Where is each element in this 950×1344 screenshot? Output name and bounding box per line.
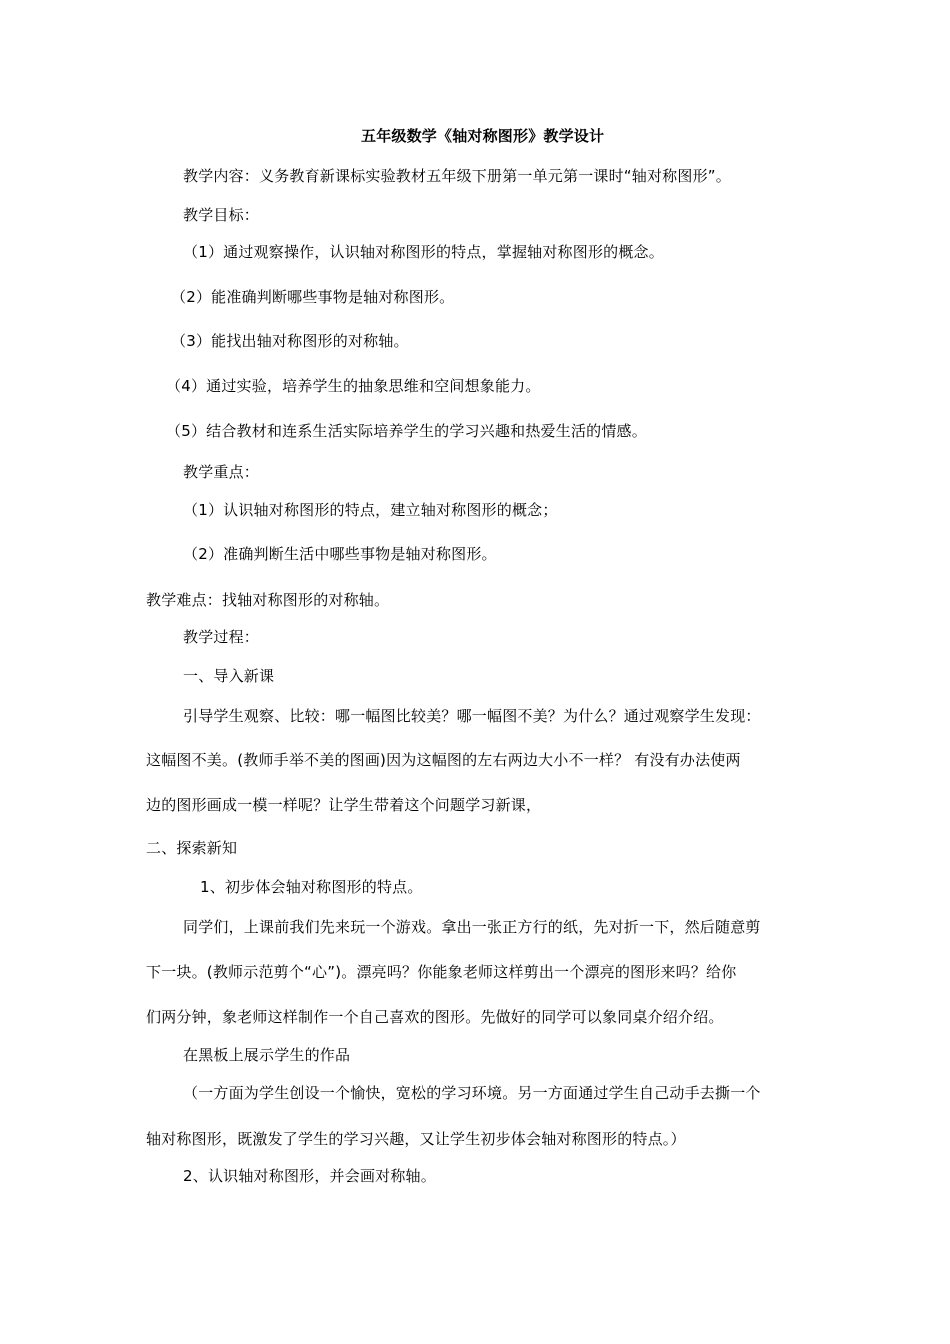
objective-item: （5）结合教材和连系生活实际培养学生的学习兴趣和热爱生活的情感。: [166, 422, 647, 440]
section1-heading: 一、导入新课: [183, 667, 275, 685]
subsection2-heading: 2、认识轴对称图形，并会画对称轴。: [183, 1167, 436, 1185]
teaching-content: 教学内容：义务教育新课标实验教材五年级下册第一单元第一课时“轴对称图形”。: [183, 167, 731, 185]
key-points-heading: 教学重点：: [183, 463, 260, 481]
subsection1-paragraph-line: 同学们，上课前我们先来玩一个游戏。拿出一张正方行的纸，先对折一下，然后随意剪: [183, 918, 761, 936]
subsection1-paragraph-line: 下一块。(教师示范剪个“心”)。漂亮吗？你能象老师这样剪出一个漂亮的图形来吗？给你: [146, 963, 737, 981]
section2-heading: 二、探索新知: [146, 839, 238, 857]
key-point-item: （1）认识轴对称图形的特点，建立轴对称图形的概念；: [183, 501, 558, 519]
subsection1-heading: 1、初步体会轴对称图形的特点。: [200, 878, 423, 896]
objective-item: （2）能准确判断哪些事物是轴对称图形。: [171, 288, 455, 306]
note-paragraph-line: 轴对称图形，既激发了学生的学习兴趣，又让学生初步体会轴对称图形的特点。）: [146, 1130, 686, 1148]
objectives-heading: 教学目标：: [183, 206, 260, 224]
blackboard-line: 在黑板上展示学生的作品: [183, 1046, 351, 1064]
note-paragraph-line: （一方面为学生创设一个愉快，宽松的学习环境。另一方面通过学生自己动手去撕一个: [183, 1084, 761, 1102]
objective-item: （1）通过观察操作，认识轴对称图形的特点，掌握轴对称图形的概念。: [183, 243, 664, 261]
process-heading: 教学过程：: [183, 628, 260, 646]
objective-item: （3）能找出轴对称图形的对称轴。: [171, 332, 409, 350]
objective-item: （4）通过实验，培养学生的抽象思维和空间想象能力。: [166, 377, 541, 395]
section1-paragraph-line: 边的图形画成一模一样呢？让学生带着这个问题学习新课，: [146, 796, 542, 814]
section1-paragraph-line: 这幅图不美。(教师手举不美的图画)因为这幅图的左右两边大小不一样？ 有没有办法使两: [146, 751, 741, 769]
teaching-difficulty: 教学难点：找轴对称图形的对称轴。: [146, 591, 390, 609]
document-title: 五年级数学《轴对称图形》教学设计: [361, 127, 605, 145]
subsection1-paragraph-line: 们两分钟，象老师这样制作一个自己喜欢的图形。先做好的同学可以象同桌介绍介绍。: [146, 1008, 724, 1026]
section1-paragraph-line: 引导学生观察、比较：哪一幅图比较美？哪一幅图不美？为什么？通过观察学生发现：: [183, 707, 761, 725]
key-point-item: （2）准确判断生活中哪些事物是轴对称图形。: [183, 545, 497, 563]
